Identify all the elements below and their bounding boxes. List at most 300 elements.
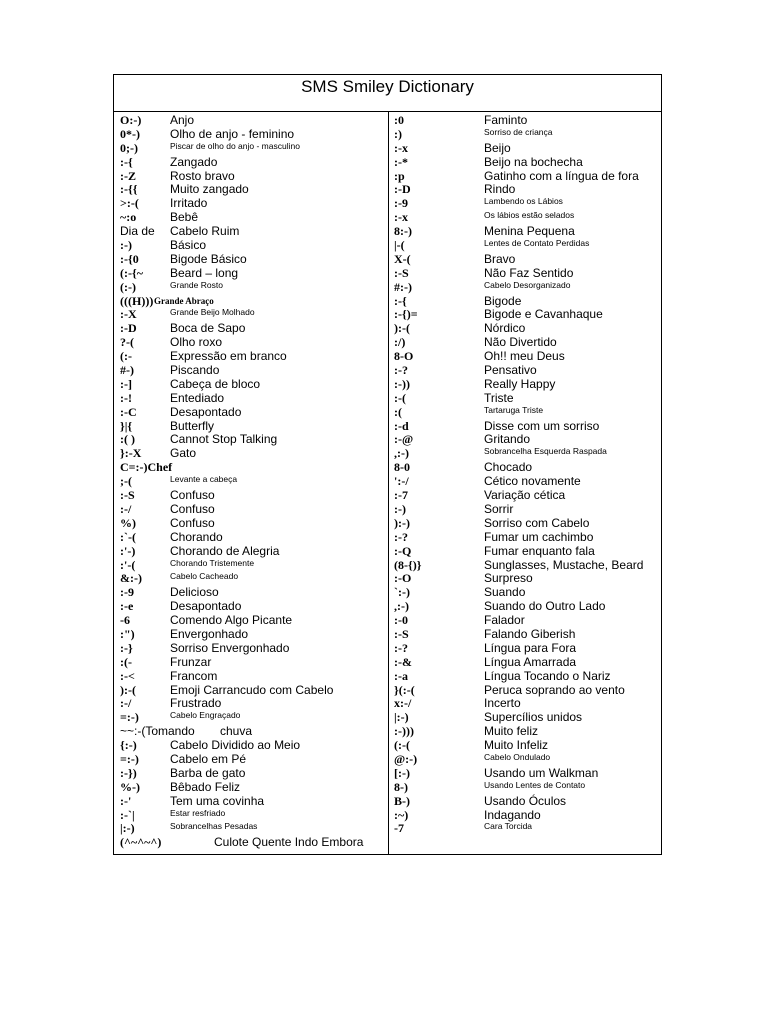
smiley-code: =:-) [120, 751, 139, 766]
dictionary-row [120, 419, 382, 433]
dictionary-row [120, 446, 382, 460]
dictionary-row [394, 196, 659, 210]
smiley-meaning: Cabelo em Pé [170, 751, 247, 766]
dictionary-row [120, 530, 382, 544]
dictionary-row [394, 294, 659, 308]
smiley-meaning: Fumar um cachimbo [484, 529, 594, 544]
smiley-meaning: Língua Tocando o Nariz [484, 668, 611, 683]
smiley-code: }|{ [120, 418, 133, 433]
smiley-code: @:-) [394, 751, 418, 766]
dictionary-row [394, 724, 659, 738]
smiley-code: :-D [120, 321, 137, 336]
smiley-code: :-{ [120, 154, 133, 169]
smiley-meaning: Muito feliz [484, 724, 539, 739]
smiley-meaning: Lentes de Contato Perdidas [484, 238, 590, 249]
smiley-code: ~~:-(Tomando [120, 724, 195, 739]
smiley-meaning: Não Divertido [484, 335, 557, 350]
dictionary-row [120, 335, 382, 349]
dictionary-row [120, 363, 382, 377]
smiley-code: :-@ [394, 432, 414, 447]
smiley-meaning: Usando Óculos [484, 793, 567, 808]
dictionary-row [394, 377, 659, 391]
dictionary-row [120, 280, 382, 294]
dictionary-row [394, 363, 659, 377]
smiley-meaning: Supercílios unidos [484, 710, 583, 725]
smiley-meaning: Usando um Walkman [484, 765, 599, 780]
smiley-meaning: Grande Beijo Molhado [170, 307, 255, 318]
smiley-meaning: Pensativo [484, 363, 537, 378]
smiley-code: [:-) [394, 765, 410, 780]
smiley-meaning: Confuso [170, 488, 215, 503]
smiley-code: :/) [394, 335, 406, 350]
smiley-meaning: Gato [170, 446, 197, 461]
smiley-code: :-{0 [120, 251, 139, 266]
dictionary-row [394, 460, 659, 474]
dictionary-row [394, 446, 659, 460]
dictionary-row [394, 544, 659, 558]
smiley-meaning: Lambendo os Lábios [484, 196, 563, 207]
smiley-meaning: Fumar enquanto fala [484, 543, 595, 558]
smiley-meaning: Cabelo Ruim [170, 224, 240, 239]
smiley-code: 8-) [394, 779, 408, 794]
smiley-code: 0*-) [120, 126, 140, 141]
dictionary-row [120, 669, 382, 683]
dictionary-row [120, 113, 382, 127]
smiley-code: ~:o [120, 210, 137, 225]
smiley-meaning: Delicioso [170, 585, 219, 600]
smiley-code: 8-0 [394, 460, 410, 475]
smiley-meaning: Cara Torcida [484, 821, 533, 832]
smiley-meaning: Incerto [484, 696, 521, 711]
smiley-meaning: Variação cética [484, 488, 566, 503]
smiley-meaning: Básico [170, 238, 207, 253]
smiley-code: :-{ [394, 293, 407, 308]
dictionary-row [120, 835, 382, 849]
smiley-code: :-! [120, 390, 132, 405]
dictionary-row [120, 738, 382, 752]
smiley-meaning: Piscando [170, 363, 220, 378]
smiley-code: :p [394, 168, 405, 183]
dictionary-row [120, 599, 382, 613]
smiley-meaning: Beard – long [170, 265, 239, 280]
smiley-code: x:-/ [394, 696, 412, 711]
dictionary-row [394, 738, 659, 752]
smiley-meaning: Cabelo Desorganizado [484, 279, 571, 290]
dictionary-row [394, 613, 659, 627]
dictionary-row [394, 808, 659, 822]
smiley-meaning: Bravo [484, 251, 516, 266]
smiley-code: :-9 [120, 585, 134, 600]
dictionary-row [120, 516, 382, 530]
smiley-meaning: Cabelo Dividido ao Meio [170, 738, 301, 753]
dictionary-row [394, 405, 659, 419]
smiley-meaning: Suando do Outro Lado [484, 599, 606, 614]
smiley-code: :-) [394, 501, 406, 516]
dictionary-row [394, 655, 659, 669]
smiley-meaning: Expressão em branco [170, 349, 287, 364]
dictionary-row [120, 391, 382, 405]
smiley-code: ,:-) [394, 446, 409, 461]
smiley-code: O:-) [120, 113, 142, 127]
smiley-meaning: Falando Giberish [484, 626, 576, 641]
dictionary-row [120, 349, 382, 363]
dictionary-row [120, 252, 382, 266]
dictionary-row [394, 683, 659, 697]
smiley-dictionary-table [113, 74, 662, 855]
smiley-code: 0;-) [120, 140, 138, 155]
smiley-code: :-a [394, 668, 408, 683]
smiley-code: 8-O [394, 349, 414, 364]
smiley-code: ,:-) [394, 599, 409, 614]
smiley-code: :-S [120, 488, 135, 503]
smiley-code: :-D [394, 182, 411, 197]
dictionary-row [394, 821, 659, 835]
dictionary-row [394, 155, 659, 169]
smiley-meaning: Really Happy [484, 376, 556, 391]
dictionary-row [120, 502, 382, 516]
smiley-code: :-d [394, 418, 409, 433]
smiley-code: ;-( [120, 474, 132, 489]
dictionary-row [394, 321, 659, 335]
smiley-meaning: Suando [484, 585, 526, 600]
smiley-meaning: Francom [170, 668, 218, 683]
smiley-meaning: chuva [220, 724, 253, 739]
smiley-meaning: Confuso [170, 501, 215, 516]
smiley-code: {:-) [120, 738, 137, 753]
smiley-code: B-) [394, 793, 410, 808]
smiley-code: 8:-) [394, 224, 412, 239]
smiley-meaning: Disse com um sorriso [484, 418, 600, 433]
smiley-meaning: Irritado [170, 196, 208, 211]
smiley-meaning: Peruca soprando ao vento [484, 682, 625, 697]
smiley-meaning: Gritando [484, 432, 531, 447]
dictionary-row [120, 210, 382, 224]
page-title: SMS Smiley Dictionary [114, 75, 661, 112]
dictionary-row [120, 696, 382, 710]
dictionary-row [394, 474, 659, 488]
smiley-code: :-< [120, 668, 135, 683]
dictionary-row [120, 544, 382, 558]
smiley-meaning: Cannot Stop Talking [170, 432, 278, 447]
smiley-meaning: Olho roxo [170, 335, 223, 350]
smiley-code: :-9 [394, 196, 408, 211]
dictionary-row [394, 558, 659, 572]
smiley-code: :-0 [394, 613, 408, 628]
smiley-code: :-S [394, 626, 409, 641]
smiley-code: :0 [394, 113, 404, 127]
dictionary-row [394, 335, 659, 349]
smiley-code: :-{)= [394, 307, 418, 322]
smiley-meaning: Boca de Sapo [170, 321, 246, 336]
smiley-meaning: Língua para Fora [484, 640, 577, 655]
smiley-code: :-* [394, 154, 408, 169]
dictionary-row [120, 224, 382, 238]
dictionary-row [394, 224, 659, 238]
dictionary-row [394, 585, 659, 599]
smiley-meaning: Barba de gato [170, 765, 246, 780]
smiley-meaning: Cético novamente [484, 474, 581, 489]
smiley-code: |:-) [394, 710, 409, 725]
smiley-meaning: Sobrancelhas Pesadas [170, 821, 258, 832]
smiley-meaning: Chorando de Alegria [170, 543, 280, 558]
smiley-meaning: Não Faz Sentido [484, 265, 574, 280]
smiley-code: :-)) [394, 376, 410, 391]
smiley-code: =:-) [120, 710, 139, 725]
smiley-code: :-}) [120, 765, 137, 780]
dictionary-row [120, 808, 382, 822]
smiley-code: :'-( [120, 557, 136, 572]
smiley-meaning: Tartaruga Triste [484, 404, 544, 415]
dictionary-row [394, 252, 659, 266]
smiley-code: :`-( [120, 529, 136, 544]
smiley-code: C=:-)Chef [120, 460, 173, 475]
dictionary-row [120, 182, 382, 196]
smiley-code: (:- [120, 349, 132, 364]
smiley-meaning: Bigode Básico [170, 251, 247, 266]
smiley-code: }:-X [120, 446, 142, 461]
smiley-code: }(:-( [394, 682, 415, 697]
dictionary-row [120, 321, 382, 335]
dictionary-row [120, 571, 382, 585]
smiley-code: #-) [120, 363, 134, 378]
dictionary-row [120, 377, 382, 391]
dictionary-row [394, 752, 659, 766]
smiley-meaning: Entediado [170, 390, 225, 405]
dictionary-row [120, 405, 382, 419]
smiley-code: :-? [394, 640, 408, 655]
smiley-meaning: Gatinho com a língua de fora [484, 168, 639, 183]
smiley-meaning: Estar resfriado [170, 807, 226, 818]
smiley-code: :-] [120, 376, 132, 391]
dictionary-row [120, 196, 382, 210]
smiley-meaning: Frustrado [170, 696, 222, 711]
smiley-meaning: Usando Lentes de Contato [484, 779, 586, 790]
dictionary-row [394, 794, 659, 808]
smiley-code: :-Q [394, 543, 412, 558]
smiley-meaning: Comendo Algo Picante [170, 613, 293, 628]
dictionary-row [394, 182, 659, 196]
dictionary-row [394, 280, 659, 294]
dictionary-row [120, 169, 382, 183]
dictionary-row [394, 113, 659, 127]
dictionary-row [120, 794, 382, 808]
smiley-code: :-X [120, 307, 137, 322]
right-column [394, 113, 659, 835]
dictionary-row [120, 155, 382, 169]
smiley-code: :-x [394, 210, 408, 225]
smiley-code: :-O [394, 571, 412, 586]
smiley-code: :( [394, 404, 402, 419]
smiley-code: :-S [394, 265, 409, 280]
smiley-code: #:-) [394, 279, 412, 294]
smiley-meaning: Levante a cabeça [170, 474, 238, 485]
dictionary-row [394, 419, 659, 433]
smiley-meaning: Rindo [484, 182, 516, 197]
smiley-code: :-& [394, 654, 412, 669]
smiley-code: X-( [394, 251, 411, 266]
smiley-code: :-{{ [120, 182, 138, 197]
smiley-code: -7 [394, 821, 404, 836]
smiley-meaning: Bebê [170, 210, 199, 225]
smiley-meaning: Oh!! meu Deus [484, 349, 565, 364]
dictionary-row [120, 558, 382, 572]
smiley-meaning: Bigode e Cavanhaque [484, 307, 603, 322]
smiley-meaning: Beijo na bochecha [484, 154, 583, 169]
smiley-code: ):-( [394, 321, 410, 336]
smiley-meaning: Grande Rosto [170, 279, 223, 290]
smiley-meaning: Culote Quente Indo Embora [214, 835, 364, 850]
smiley-meaning: Piscar de olho do anjo - masculino [170, 140, 300, 151]
dictionary-row [394, 627, 659, 641]
dictionary-row [394, 710, 659, 724]
left-column [120, 113, 382, 849]
dictionary-row [120, 627, 382, 641]
smiley-code: ':-/ [394, 474, 409, 489]
smiley-code: -6 [120, 613, 130, 628]
smiley-meaning: Muito Infeliz [484, 738, 549, 753]
smiley-meaning: Anjo [170, 113, 195, 127]
smiley-code: :( ) [120, 432, 135, 447]
dictionary-row [120, 488, 382, 502]
smiley-code: :-' [120, 793, 132, 808]
smiley-code: ):-( [120, 682, 136, 697]
smiley-meaning: Indagando [484, 807, 541, 822]
smiley-code: :-))) [394, 724, 414, 739]
smiley-meaning: Surpreso [484, 571, 533, 586]
smiley-meaning: Cabelo Cacheado [170, 571, 239, 582]
dictionary-row [120, 294, 382, 308]
dictionary-row [394, 641, 659, 655]
smiley-code: :~) [394, 807, 409, 822]
smiley-meaning: Cabeça de bloco [170, 376, 261, 391]
smiley-meaning: Triste [484, 390, 514, 405]
dictionary-row [394, 780, 659, 794]
smiley-meaning: Cabelo Engraçado [170, 710, 241, 721]
smiley-code: %-) [120, 779, 140, 794]
smiley-code: :-e [120, 599, 134, 614]
dictionary-row [120, 266, 382, 280]
dictionary-row [120, 641, 382, 655]
smiley-meaning: Menina Pequena [484, 224, 575, 239]
smiley-code: ):-) [394, 515, 410, 530]
dictionary-row [394, 141, 659, 155]
smiley-meaning: Bigode [484, 293, 522, 308]
dictionary-row [394, 391, 659, 405]
dictionary-row [120, 710, 382, 724]
dictionary-row [394, 516, 659, 530]
smiley-meaning: Emoji Carrancudo com Cabelo [170, 682, 334, 697]
smiley-code: :-7 [394, 488, 408, 503]
smiley-code: :-( [394, 390, 406, 405]
smiley-meaning: Muito zangado [170, 182, 249, 197]
smiley-code: ?-( [120, 335, 134, 350]
dictionary-row [394, 432, 659, 446]
smiley-code: (((H))) [120, 293, 154, 308]
dictionary-row [394, 696, 659, 710]
smiley-code: :) [394, 126, 402, 141]
dictionary-row [394, 349, 659, 363]
smiley-meaning: Desapontado [170, 404, 242, 419]
smiley-meaning: Confuso [170, 515, 215, 530]
dictionary-row [394, 766, 659, 780]
smiley-meaning: Sobrancelha Esquerda Raspada [484, 446, 607, 457]
dictionary-row [120, 752, 382, 766]
dictionary-row [394, 169, 659, 183]
smiley-meaning: Cabelo Ondulado [484, 751, 551, 762]
dictionary-row [394, 571, 659, 585]
dictionary-row [120, 683, 382, 697]
dictionary-row [394, 502, 659, 516]
smiley-meaning: Chorando Tristemente [170, 557, 255, 568]
dictionary-row [394, 669, 659, 683]
smiley-code: Dia de [120, 224, 155, 239]
smiley-code: (:-{~ [120, 265, 143, 280]
dictionary-row [120, 780, 382, 794]
dictionary-row [120, 613, 382, 627]
smiley-meaning: Olho de anjo - feminino [170, 126, 295, 141]
smiley-code: (8-{)} [394, 557, 422, 572]
smiley-code: :-`| [120, 807, 135, 822]
smiley-meaning: Os lábios estão selados [484, 210, 575, 221]
smiley-meaning: Rosto bravo [170, 168, 235, 183]
smiley-meaning: Nórdico [484, 321, 526, 336]
smiley-meaning: Língua Amarrada [484, 654, 577, 669]
smiley-code: (^~^~^) [120, 835, 162, 850]
smiley-meaning: Butterfly [170, 418, 215, 433]
dictionary-row [394, 307, 659, 321]
dictionary-row [120, 474, 382, 488]
smiley-code: :-/ [120, 501, 132, 516]
smiley-code: :-? [394, 529, 408, 544]
smiley-code: :-x [394, 140, 408, 155]
dictionary-row [120, 307, 382, 321]
dictionary-row [120, 585, 382, 599]
smiley-code: `:-) [394, 585, 410, 600]
smiley-code: :-Z [120, 168, 136, 183]
dictionary-row [120, 766, 382, 780]
smiley-code: :-/ [120, 696, 132, 711]
dictionary-row [120, 127, 382, 141]
smiley-meaning: Zangado [170, 154, 218, 169]
smiley-code: |:-) [120, 821, 135, 836]
dictionary-row [394, 127, 659, 141]
smiley-code: :-) [120, 238, 132, 253]
dictionary-row [394, 210, 659, 224]
smiley-code: &:-) [120, 571, 142, 586]
smiley-meaning: Chorando [170, 529, 223, 544]
smiley-meaning: Chocado [484, 460, 533, 475]
dictionary-row [120, 238, 382, 252]
smiley-code: :-C [120, 404, 137, 419]
smiley-code: |-( [394, 238, 405, 253]
dictionary-row [394, 530, 659, 544]
dictionary-row [120, 655, 382, 669]
dictionary-row [120, 821, 382, 835]
dictionary-row [120, 724, 382, 738]
smiley-code: (:-( [394, 738, 410, 753]
smiley-code: >:-( [120, 196, 139, 211]
smiley-meaning: Faminto [484, 113, 528, 127]
smiley-meaning: Envergonhado [170, 626, 249, 641]
dictionary-row [394, 238, 659, 252]
smiley-code: :(- [120, 654, 132, 669]
column-divider [388, 112, 389, 854]
dictionary-row [120, 460, 382, 474]
smiley-meaning: Bêbado Feliz [170, 779, 241, 794]
smiley-meaning: Frunzar [170, 654, 212, 669]
smiley-meaning: Grande Abraço [154, 295, 214, 306]
smiley-meaning: Beijo [484, 140, 511, 155]
